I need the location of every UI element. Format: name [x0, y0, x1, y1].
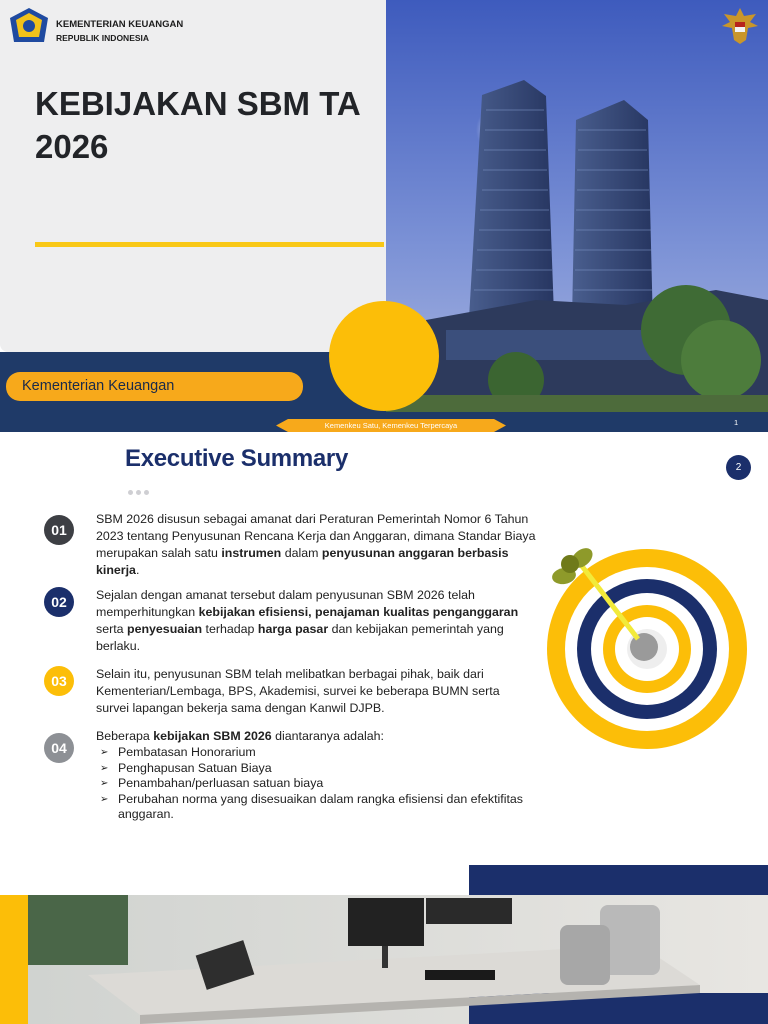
page-number: 1 — [734, 418, 739, 427]
summary-point: Beberapa kebijakan SBM 2026 diantaranya adalah: ➢ Pembatasan Honorarium ➢ Penghapusan Satuan Biaya ➢ Penambahan/perluasan satuan biaya ➢ Perubahan norma yang disesuaikan dalam rangka efisiensi dan efektifitas anggaran. — [96, 728, 536, 823]
org-pill-label: Kementerian Keuangan — [22, 378, 175, 394]
org-pill — [6, 372, 303, 401]
policy-list — [96, 745, 536, 823]
cover-title: KEBIJAKAN SBM TA 2026 — [35, 85, 360, 165]
list-item: ➢ Penambahan/perluasan satuan biaya — [96, 776, 536, 792]
item-number-badge: 04 — [44, 733, 74, 763]
slide-cover — [0, 0, 768, 432]
decorative-circle — [329, 301, 439, 411]
office-photo — [0, 865, 768, 1024]
list-item: ➢ Perubahan norma yang disesuaikan dalam rangka efisiensi dan efektifitas anggaran. — [96, 792, 536, 823]
list-item: ➢ Penghapusan Satuan Biaya — [96, 761, 536, 777]
page-number-badge: 2 — [726, 455, 751, 480]
slide-title: Executive Summary — [125, 445, 349, 472]
list-item: ➢ Pembatasan Honorarium — [96, 745, 536, 761]
kemenkeu-logo-icon — [8, 6, 50, 46]
title-dots — [128, 482, 152, 500]
footer-tagline: Kemenkeu Satu, Kemenkeu Terpercaya — [324, 421, 458, 430]
summary-point: SBM 2026 disusun sebagai amanat dari Peraturan Pemerintah Nomor 6 Tahun 2023 tentang Penyusunan Rencana Kerja dan Anggaran, dimana Standar Biaya merupakan salah satu instrumen dalam penyusunan anggaran berbasis kinerja. — [96, 512, 536, 577]
summary-point: Selain itu, penyusunan SBM telah melibatkan berbagai pihak, baik dari Kementerian/Lembaga, BPS, Akademisi, survei ke beberapa BUMN serta survei lapangan bekerja sama dengan Kanwil DJPB. — [96, 667, 500, 715]
cover-title-panel — [0, 0, 386, 352]
summary-point: Sejalan dengan amanat tersebut dalam penyusunan SBM 2026 telah memperhitungkan kebijakan efisiensi, penajaman kualitas penganggaran serta penyesuaian terhadap harga pasar dan kebijakan pemerintah yang berlaku. — [96, 588, 519, 653]
garuda-emblem-icon — [720, 4, 760, 48]
slide-executive-summary — [0, 432, 768, 1024]
org-subtitle: REPUBLIK INDONESIA — [56, 33, 150, 43]
org-name: KEMENTERIAN KEUANGAN — [56, 19, 184, 30]
item-number-badge: 02 — [44, 587, 74, 617]
target-dart-icon — [538, 536, 763, 761]
item-number-badge: 03 — [44, 666, 74, 696]
title-underline — [35, 242, 384, 247]
item-number-badge: 01 — [44, 515, 74, 545]
building-photo — [386, 0, 768, 412]
